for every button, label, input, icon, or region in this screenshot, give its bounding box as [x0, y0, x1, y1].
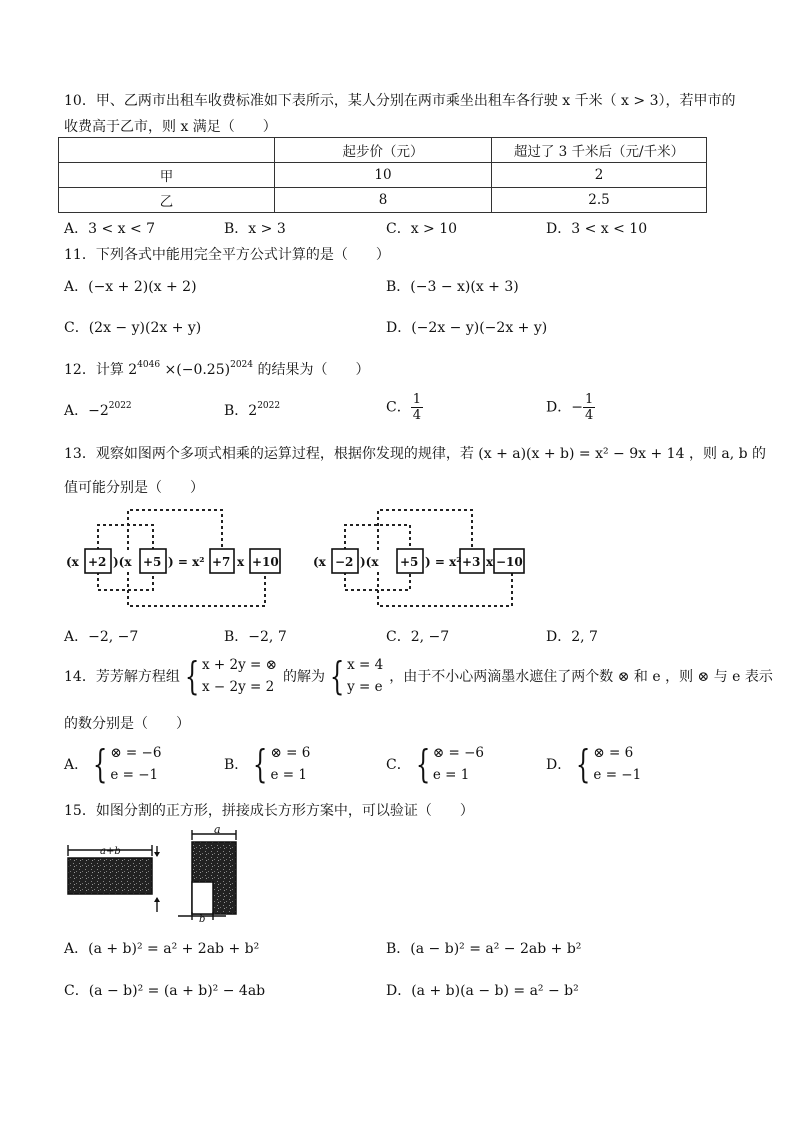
q11-stem: 11．下列各式中能用完全平方公式计算的是（ ） — [64, 247, 390, 263]
numerator: 1 — [412, 392, 421, 407]
option-line: ⊗ = 6 — [593, 745, 634, 761]
brace-icon: { — [92, 742, 108, 786]
q13-stem-line1: 13．观察如图两个多项式相乘的运算过程，根据你发现的规律，若 (x + a)(x + b) = x² − 9x + 14 ，则 a, b 的 — [64, 446, 767, 462]
table-cell: 2.5 — [492, 188, 707, 213]
brace-icon: { — [329, 654, 345, 698]
option-line: ⊗ = 6 — [270, 745, 311, 761]
table-cell: 乙 — [59, 188, 275, 213]
option-line: e = 1 — [270, 767, 307, 783]
option-label: C． — [386, 399, 411, 416]
option-label: A．−2 — [64, 403, 109, 419]
table-row — [59, 188, 707, 213]
option-d[interactable]: D．3 < x < 10 — [546, 221, 648, 237]
q15-figure — [60, 826, 260, 922]
q10-stem-line2: 收费高于乙市，则 x 满足（ ） — [64, 119, 277, 135]
option-label: A． — [64, 757, 89, 773]
option-b[interactable]: B．(−3 − x)(x + 3) — [386, 279, 519, 295]
table-row — [59, 163, 707, 188]
label-b: b — [199, 914, 206, 922]
option-line: ⊗ = −6 — [110, 745, 162, 761]
brace-icon: { — [415, 742, 431, 786]
table-cell: 8 — [275, 188, 492, 213]
option-exponent: 2022 — [108, 401, 132, 411]
q12-stem-post: 的结果为（ ） — [253, 362, 370, 378]
option-d[interactable]: D．2, 7 — [546, 629, 598, 645]
table-cell: 甲 — [59, 163, 275, 188]
fig-text: )(x — [113, 555, 132, 569]
label-a: a — [214, 826, 221, 836]
option-a[interactable]: A．(a + b)² = a² + 2ab + b² — [64, 941, 260, 957]
q14-stem-mid: 的解为 — [282, 669, 325, 685]
option-c[interactable] — [386, 392, 423, 423]
option-b[interactable]: B．−2, 7 — [224, 629, 287, 645]
option-label: D． — [546, 757, 572, 773]
option-label: B． — [224, 757, 249, 773]
option-a[interactable]: A．−2, −7 — [64, 629, 139, 645]
long-rectangle — [68, 858, 152, 894]
fig-box-text: +5 — [143, 555, 162, 569]
q13-stem-line2: 值可能分别是（ ） — [64, 480, 204, 496]
option-line: ⊗ = −6 — [432, 745, 485, 761]
fee-table — [58, 137, 707, 213]
option-c[interactable]: C．(2x − y)(2x + y) — [64, 320, 202, 336]
fig-text: (x — [313, 555, 326, 569]
option-c[interactable]: C．(a − b)² = (a + b)² − 4ab — [64, 983, 266, 999]
option-a[interactable]: A．3 < x < 7 — [64, 221, 156, 237]
fig-box-text: −2 — [335, 555, 354, 569]
fig-text: ) = x² — [168, 555, 205, 569]
option-label: C． — [386, 757, 411, 773]
option-d[interactable]: D．(−2x − y)(−2x + y) — [386, 320, 548, 336]
q14-stem — [64, 654, 773, 698]
option-label: D．− — [546, 399, 583, 416]
fig-text: (x — [66, 555, 79, 569]
option-c[interactable] — [386, 742, 484, 786]
q12-stem — [64, 359, 369, 379]
option-line: e = 1 — [432, 767, 470, 783]
solution-2: y = e — [347, 679, 383, 695]
table-cell: 10 — [275, 163, 492, 188]
fig-text: x — [486, 555, 494, 569]
option-a[interactable] — [64, 400, 132, 420]
fig-box-text: +3 — [462, 555, 481, 569]
option-d[interactable] — [546, 742, 641, 786]
fig-text: x — [237, 555, 245, 569]
fraction — [583, 392, 595, 423]
option-b[interactable]: B．(a − b)² = a² − 2ab + b² — [386, 941, 582, 957]
q15-stem: 15．如图分割的正方形，拼接成长方形方案中，可以验证（ ） — [64, 803, 474, 819]
option-d[interactable]: D．(a + b)(a − b) = a² − b² — [386, 983, 579, 999]
equation-2: x − 2y = 2 — [202, 679, 275, 695]
option-a[interactable]: A．(−x + 2)(x + 2) — [64, 279, 197, 295]
table-row — [59, 138, 707, 163]
brace-icon: { — [576, 742, 591, 786]
fig-text: ) = x² — [425, 555, 462, 569]
q12-exponent-1: 4046 — [137, 360, 161, 370]
label-a-plus-b: a+b — [100, 846, 121, 857]
fig-box-text: +10 — [252, 555, 279, 569]
option-b[interactable] — [224, 400, 280, 420]
q14-stem-line2: 的数分别是（ ） — [64, 716, 190, 732]
q14-stem-pre: 14．芳芳解方程组 — [64, 669, 180, 685]
q13-figure — [60, 500, 540, 615]
brace-icon: { — [184, 654, 200, 698]
q14-stem-post: ，由于不小心两滴墨水遮住了两个数 ⊗ 和 e ，则 ⊗ 与 e 表示 — [389, 669, 773, 685]
table-cell: 2 — [492, 163, 707, 188]
fig-text: )(x — [360, 555, 379, 569]
option-b[interactable]: B．x > 3 — [224, 221, 286, 237]
q12-exponent-2: 2024 — [230, 360, 253, 370]
fraction — [411, 392, 423, 423]
table-cell: 起步价（元） — [275, 138, 492, 163]
brace-icon: { — [253, 742, 268, 786]
option-b[interactable] — [224, 742, 310, 786]
q12-stem-pre: 12．计算 2 — [64, 362, 138, 378]
small-square — [192, 882, 213, 914]
solution-1: x = 4 — [347, 657, 384, 673]
equation-1: x + 2y = ⊗ — [202, 657, 277, 673]
fig-box-text: −10 — [496, 555, 523, 569]
fig-box-text: +7 — [212, 555, 231, 569]
denominator: 4 — [584, 408, 594, 423]
table-cell: 超过了 3 千米后（元/千米） — [492, 138, 707, 163]
option-line: e = −1 — [110, 767, 159, 783]
option-a[interactable] — [64, 742, 161, 786]
q12-stem-mid: ×(−0.25) — [160, 362, 231, 378]
solution-system — [325, 654, 383, 698]
option-c[interactable]: C．x > 10 — [386, 221, 458, 237]
option-label: B．2 — [224, 403, 258, 419]
denominator: 4 — [412, 408, 421, 423]
numerator: 1 — [584, 392, 594, 407]
option-c[interactable]: C．2, −7 — [386, 629, 450, 645]
option-d[interactable] — [546, 392, 595, 423]
option-line: e = −1 — [593, 767, 642, 783]
option-exponent: 2022 — [257, 401, 281, 411]
fig-box-text: +2 — [88, 555, 107, 569]
q10-stem-line1: 10．甲、乙两市出租车收费标准如下表所示，某人分别在两市乘坐出租车各行驶 x 千米（ x > 3），若甲市的 — [64, 93, 736, 109]
table-cell — [59, 138, 275, 163]
fig-box-text: +5 — [400, 555, 419, 569]
equation-system — [180, 654, 277, 698]
